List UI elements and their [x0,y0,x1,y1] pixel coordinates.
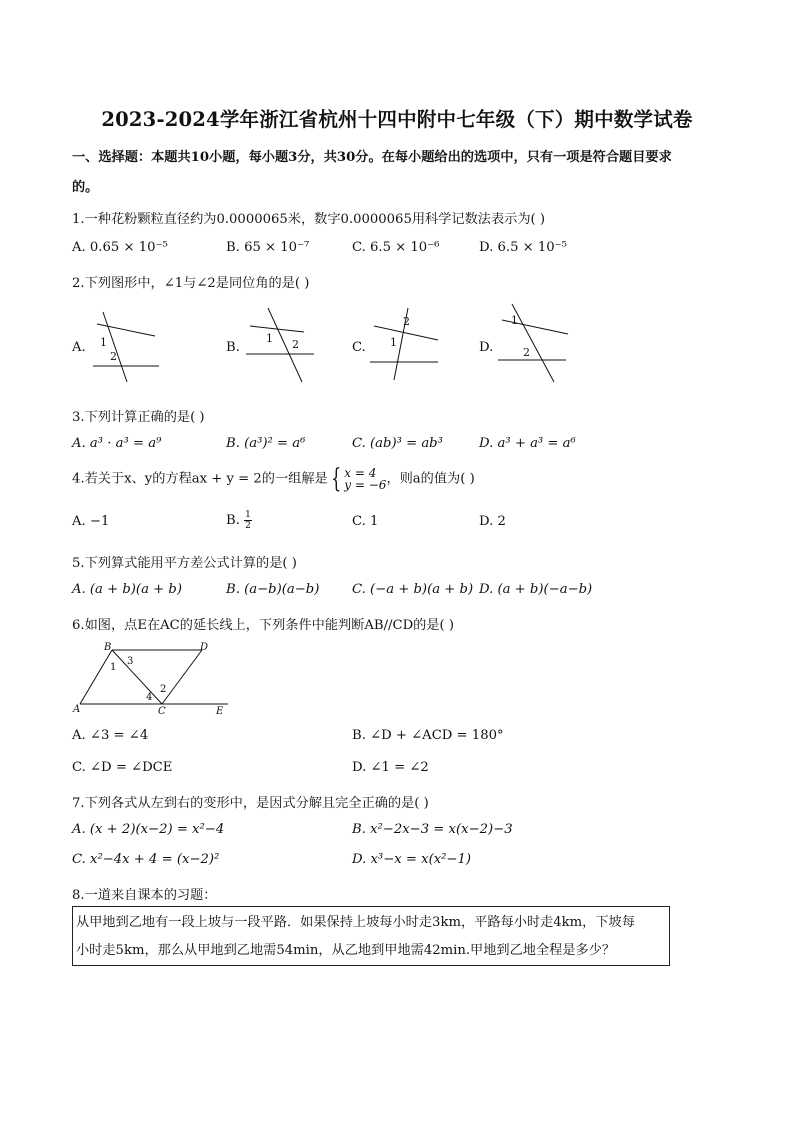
q1-option-a: A. 0.65 × 10⁻⁵ [72,240,168,255]
q2-option-d-label: D. [479,340,494,355]
q4-stem-before: 4.若关于x、y的方程ax + y = 2的一组解是 [72,471,328,487]
q4-option-b-fraction [244,510,252,531]
q2b-angle-2: 2 [292,338,299,351]
q8-box-line2: 小时走5km，那么从甲地到乙地需54min，从乙地到甲地需42min.甲地到乙地全程是多少？ [76,943,616,958]
q6-option-c: C. ∠D = ∠DCE [72,760,173,775]
q2d-angle-1: 1 [511,314,518,327]
section-instructions-line2: 的。 [72,180,99,195]
q2a-angle-1: 1 [100,336,107,349]
q4-stem-after: ，则a的值为( ) [386,471,475,487]
q4-option-a: A. −1 [72,514,110,529]
q1-option-c: C. 6.5 × 10⁻⁶ [352,240,440,255]
q5-option-b: B. (a−b)(a−b) [226,582,320,597]
q6-angle-1: 1 [110,662,117,673]
q4-option-b-label: B. [226,513,240,528]
q4-frac-num: 1 [245,510,251,520]
q5-option-d: D. (a + b)(−a−b) [479,582,593,597]
q6-angle-3: 3 [127,656,134,667]
q3-option-c: C. (ab)³ = ab³ [352,436,443,451]
q4-brace: { [331,464,341,494]
section-instructions-line1: 一、选择题：本题共10小题，每小题3分，共30分。在每小题给出的选项中，只有一项是符合题目要求 [72,150,672,165]
q1-option-b: B. 65 × 10⁻⁷ [226,240,310,255]
q4-option-b [226,510,252,531]
q2-option-b-label: B. [226,340,240,355]
q2-figure-d [494,302,574,384]
q7-option-c: C. x²−4x + 4 = (x−2)² [72,852,220,867]
q7-stem: 7.下列各式从左到右的变形中，是因式分解且完全正确的是( ) [72,796,429,811]
q6-option-d: D. ∠1 = ∠2 [352,760,429,775]
q4-system-line2: y = −6 [344,478,387,492]
q8-box-line1: 从甲地到乙地有一段上坡与一段平路．如果保持上坡每小时走3km，平路每小时走4km，下坡每 [76,915,635,930]
q2-stem: 2.下列图形中，∠1与∠2是同位角的是( ) [72,276,310,291]
q3-option-a: A. a³ · a³ = a⁹ [72,436,162,451]
q6-label-c: C [158,706,166,717]
q6-angle-2: 2 [160,684,167,695]
q5-option-a: A. (a + b)(a + b) [72,582,182,597]
q4-option-d: D. 2 [479,514,506,529]
q7-option-d: D. x³−x = x(x²−1) [352,852,472,867]
q2c-angle-2: 2 [403,315,410,328]
q3-stem: 3.下列计算正确的是( ) [72,410,205,425]
q1-stem: 1.一种花粉颗粒直径约为0.0000065米，数字0.0000065用科学记数法表示为( ) [72,212,546,227]
q6-label-e: E [216,706,224,717]
q6-stem: 6.如图，点E在AC的延长线上，下列条件中能判断AB//CD的是( ) [72,618,455,633]
q2b-angle-1: 1 [266,332,273,345]
q2-figure-c [366,302,446,384]
q4-system [344,467,386,491]
q8-problem-box [72,906,670,966]
q6-angle-4: 4 [146,692,153,703]
q6-label-b: B [104,642,112,653]
q6-option-b: B. ∠D + ∠ACD = 180° [352,728,504,743]
q4-frac-den: 2 [245,521,251,531]
q4-stem [72,466,475,492]
q2-option-a-label: A. [72,340,86,355]
q5-stem: 5.下列算式能用平方差公式计算的是( ) [72,556,297,571]
q4-option-c: C. 1 [352,514,379,529]
q2-figure-b [238,302,318,384]
q7-option-b: B. x²−2x−3 = x(x−2)−3 [352,822,513,837]
q2-figure-a [85,302,165,384]
q6-label-a: A [73,704,81,715]
q7-option-a: A. (x + 2)(x−2) = x²−4 [72,822,225,837]
q2c-angle-1: 1 [390,336,397,349]
q3-option-d: D. a³ + a³ = a⁶ [479,436,576,451]
q2-option-c-label: C. [352,340,366,355]
q3-option-b: B. (a³)² = a⁶ [226,436,306,451]
q6-figure [72,640,232,720]
q2d-angle-2: 2 [523,346,530,359]
q2a-angle-2: 2 [110,350,117,363]
q8-stem: 8.一道来自课本的习题： [72,888,217,903]
q6-label-d: D [200,642,209,653]
q1-option-d: D. 6.5 × 10⁻⁵ [479,240,567,255]
q4-system-line1: x = 4 [344,466,377,480]
q6-option-a: A. ∠3 = ∠4 [72,728,149,743]
page-title: 2023-2024学年浙江省杭州十四中附中七年级（下）期中数学试卷 [101,108,693,131]
q5-option-c: C. (−a + b)(a + b) [352,582,474,597]
